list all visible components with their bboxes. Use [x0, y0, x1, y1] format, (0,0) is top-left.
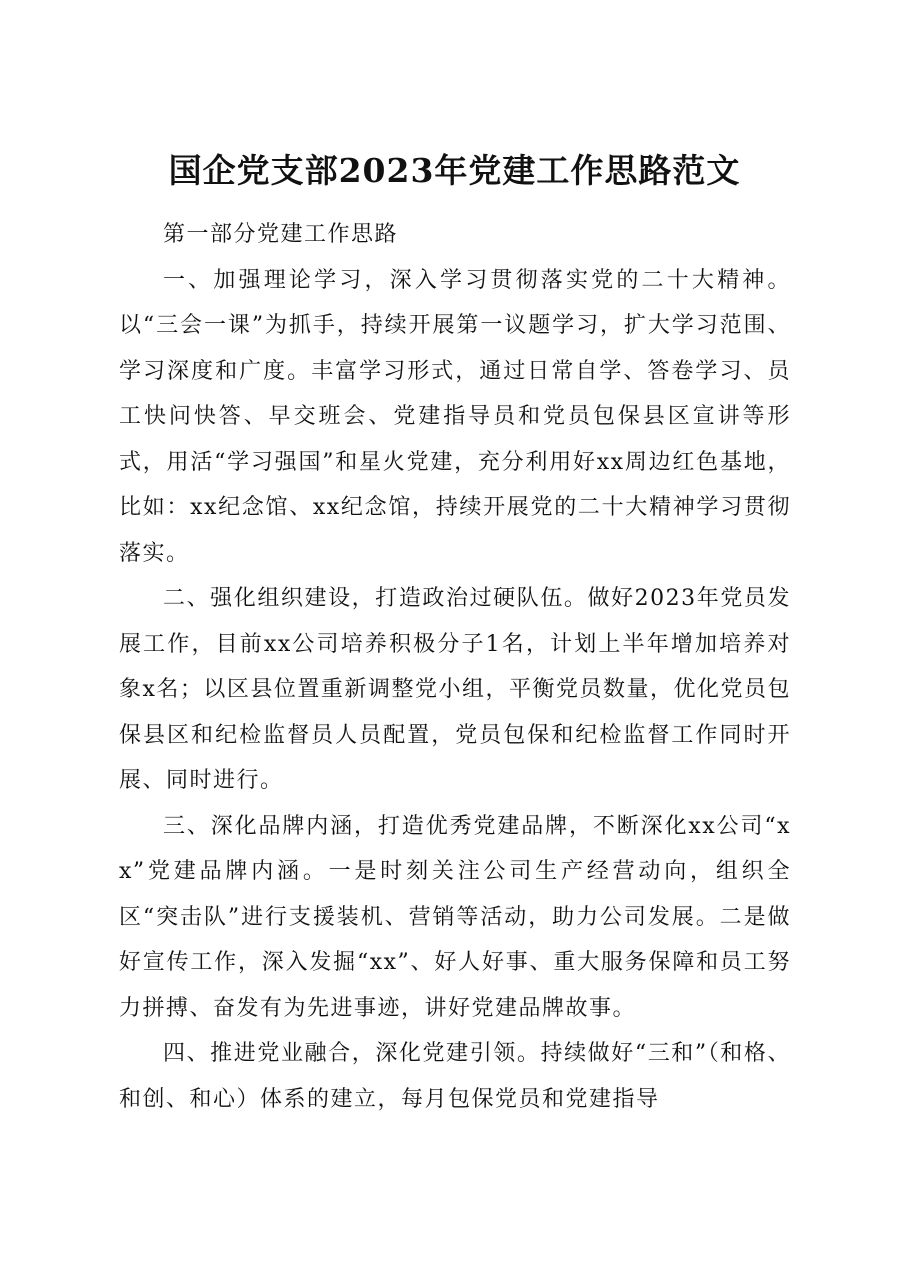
document-body: [119, 212, 791, 1122]
paragraph-theory-study: 一、加强理论学习，深入学习贯彻落实党的二十大精神。以“三会一课”为抓手，持续开展第一议题学习，扩大学习范围、学习深度和广度。丰富学习形式，通过日常自学、答卷学习、员工快问快答、早交班会、党建指导员和党员包保县区宣讲等形式，用活“学习强国”和星火党建，充分利用好xx周边红色基地，比如：xx纪念馆、xx纪念馆，持续开展党的二十大精神学习贯彻落实。: [119, 267, 791, 566]
paragraph-organization-building: 二、强化组织建设，打造政治过硬队伍。做好2023年党员发展工作，目前xx公司培养积极分子1名，计划上半年增加培养对象x名；以区县位置重新调整党小组，平衡党员数量，优化党员包保县区和纪检监督员人员配置，党员包保和纪检监督工作同时开展、同时进行。: [119, 586, 791, 793]
paragraph-business-integration: 四、推进党业融合，深化党建引领。持续做好“三和”（和格、和创、和心）体系的建立，每月包保党员和党建指导: [119, 1041, 791, 1112]
paragraph-brand-building: 三、深化品牌内涵，打造优秀党建品牌，不断深化xx公司“xx”党建品牌内涵。一是时刻关注公司生产经营动向，组织全区“突击队”进行支援装机、营销等活动，助力公司发展。二是做好宣传工作，深入发掘“xx”、好人好事、重大服务保障和员工努力拼搏、奋发有为先进事迹，讲好党建品牌故事。: [119, 813, 791, 1021]
document-title: 国企党支部2023年党建工作思路范文: [168, 151, 741, 190]
section-heading: 第一部分党建工作思路: [163, 222, 399, 247]
